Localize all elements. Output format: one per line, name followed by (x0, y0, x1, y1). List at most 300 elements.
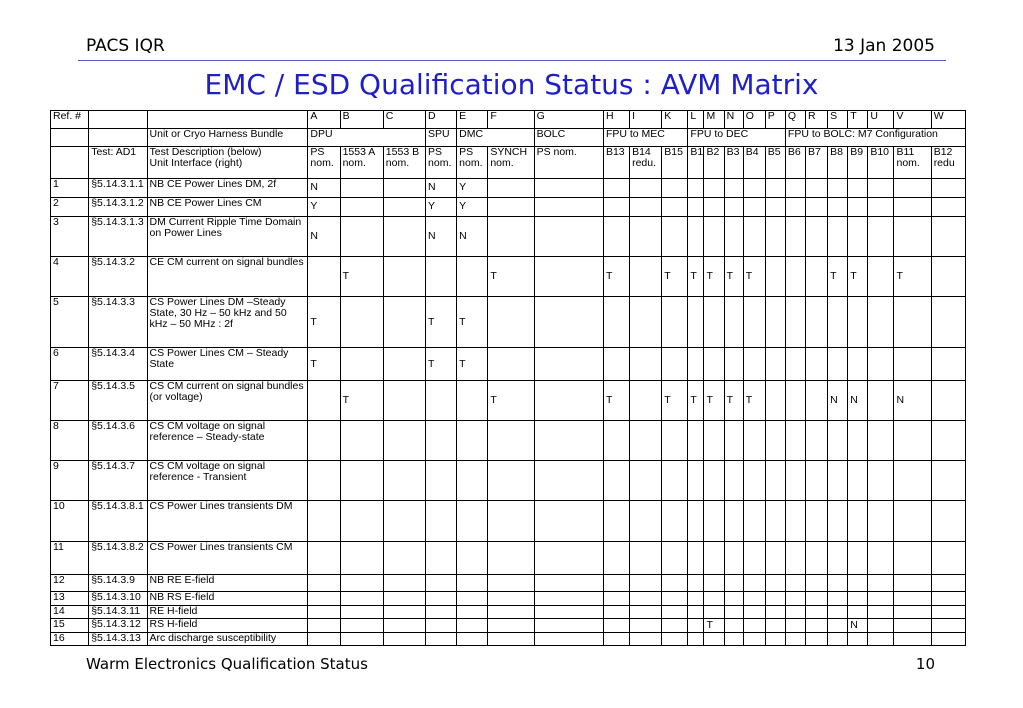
matrix-cell (662, 197, 688, 216)
matrix-cell (534, 574, 603, 592)
matrix-cell (383, 380, 425, 420)
matrix-cell: Y (457, 197, 488, 216)
matrix-cell (603, 574, 629, 592)
matrix-cell (806, 460, 828, 500)
matrix-cell (868, 574, 894, 592)
matrix-cell (534, 178, 603, 197)
matrix-cell (931, 574, 965, 592)
matrix-cell (868, 619, 894, 632)
matrix-cell (426, 619, 457, 632)
matrix-cell (743, 420, 765, 460)
matrix-cell (340, 632, 383, 645)
matrix-cell (848, 460, 868, 500)
matrix-cell (704, 605, 724, 618)
interface-cell: B9 (848, 146, 868, 178)
bundle-group: DMC (457, 128, 534, 146)
matrix-cell (630, 605, 662, 618)
bundle-group: SPU (426, 128, 457, 146)
row-description: RE H-field (147, 605, 308, 618)
matrix-cell (488, 619, 534, 632)
matrix-cell (806, 216, 828, 256)
matrix-cell (785, 178, 805, 197)
matrix-cell: T (457, 348, 488, 380)
matrix-cell (743, 197, 765, 216)
interface-cell: PS nom. (457, 146, 488, 178)
matrix-cell: T (894, 256, 931, 296)
matrix-cell (534, 460, 603, 500)
matrix-cell (894, 619, 931, 632)
matrix-cell (828, 501, 848, 542)
matrix-cell (688, 297, 704, 348)
matrix-cell: T (662, 256, 688, 296)
empty-cell (89, 128, 147, 146)
matrix-cell (426, 460, 457, 500)
row-ref: 14 (51, 605, 89, 618)
matrix-cell (828, 297, 848, 348)
row-clause: §5.14.3.2 (89, 256, 147, 296)
matrix-cell (383, 178, 425, 197)
matrix-cell (488, 178, 534, 197)
test-row (51, 380, 966, 420)
matrix-cell: T (308, 348, 340, 380)
col-letter-c: C (383, 111, 425, 129)
matrix-cell (383, 348, 425, 380)
matrix-cell (868, 380, 894, 420)
bundle-label: Unit or Cryo Harness Bundle (147, 128, 308, 146)
matrix-cell (662, 297, 688, 348)
row-ref: 16 (51, 632, 89, 645)
matrix-cell (488, 574, 534, 592)
matrix-cell (724, 542, 743, 574)
interface-cell: B4 (743, 146, 765, 178)
interface-cell: SYNCH nom. (488, 146, 534, 178)
matrix-cell (662, 542, 688, 574)
matrix-cell (488, 216, 534, 256)
matrix-cell (457, 460, 488, 500)
matrix-cell (743, 605, 765, 618)
matrix-cell (308, 542, 340, 574)
matrix-cell: N (848, 380, 868, 420)
matrix-cell (340, 420, 383, 460)
matrix-cell: T (488, 256, 534, 296)
matrix-cell (688, 542, 704, 574)
matrix-cell (848, 501, 868, 542)
row-clause: §5.14.3.12 (89, 619, 147, 632)
matrix-cell (688, 216, 704, 256)
matrix-cell: T (743, 380, 765, 420)
matrix-cell (894, 605, 931, 618)
matrix-cell: T (457, 297, 488, 348)
matrix-cell (785, 420, 805, 460)
matrix-cell (828, 348, 848, 380)
matrix-cell (630, 542, 662, 574)
matrix-cell (308, 592, 340, 605)
matrix-cell (931, 619, 965, 632)
row-clause: §5.14.3.11 (89, 605, 147, 618)
matrix-cell (931, 605, 965, 618)
matrix-cell: T (724, 380, 743, 420)
matrix-cell (848, 348, 868, 380)
matrix-cell (743, 501, 765, 542)
matrix-cell (662, 632, 688, 645)
matrix-cell (704, 178, 724, 197)
matrix-cell (630, 197, 662, 216)
matrix-cell (603, 216, 629, 256)
matrix-cell: T (603, 380, 629, 420)
matrix-cell: Y (308, 197, 340, 216)
matrix-cell (828, 216, 848, 256)
matrix-cell (603, 197, 629, 216)
row-clause: §5.14.3.1.3 (89, 216, 147, 256)
interface-cell: B11 nom. (894, 146, 931, 178)
matrix-cell (724, 197, 743, 216)
matrix-cell (426, 574, 457, 592)
matrix-cell (848, 542, 868, 574)
matrix-cell (340, 619, 383, 632)
matrix-cell (806, 380, 828, 420)
matrix-cell (534, 216, 603, 256)
matrix-cell (785, 632, 805, 645)
matrix-cell: T (688, 380, 704, 420)
matrix-cell (724, 297, 743, 348)
matrix-cell (603, 501, 629, 542)
matrix-cell (630, 348, 662, 380)
matrix-cell (868, 605, 894, 618)
matrix-cell (308, 605, 340, 618)
row-ref: 10 (51, 501, 89, 542)
matrix-cell: Y (426, 197, 457, 216)
matrix-cell: T (704, 380, 724, 420)
matrix-cell (828, 197, 848, 216)
matrix-cell (724, 216, 743, 256)
matrix-cell (765, 348, 785, 380)
matrix-cell (785, 605, 805, 618)
matrix-cell (534, 605, 603, 618)
matrix-cell: T (704, 619, 724, 632)
row-clause: §5.14.3.8.2 (89, 542, 147, 574)
col-letter-i: I (630, 111, 662, 129)
interface-cell: B3 (724, 146, 743, 178)
matrix-cell (534, 420, 603, 460)
matrix-cell (848, 216, 868, 256)
matrix-cell (340, 501, 383, 542)
matrix-cell (828, 542, 848, 574)
matrix-cell (931, 542, 965, 574)
matrix-cell (765, 605, 785, 618)
row-clause: §5.14.3.13 (89, 632, 147, 645)
matrix-cell (662, 178, 688, 197)
matrix-cell (688, 348, 704, 380)
matrix-cell (488, 297, 534, 348)
matrix-cell: T (426, 297, 457, 348)
matrix-cell (534, 501, 603, 542)
header-row-bundles (51, 128, 966, 146)
matrix-cell: T (603, 256, 629, 296)
row-description: CS Power Lines CM – Steady State (147, 348, 308, 380)
matrix-cell: T (340, 380, 383, 420)
matrix-cell (688, 574, 704, 592)
matrix-cell (724, 460, 743, 500)
matrix-cell (488, 501, 534, 542)
matrix-cell (308, 574, 340, 592)
matrix-cell (868, 460, 894, 500)
matrix-cell (426, 605, 457, 618)
test-row (51, 632, 966, 645)
matrix-cell (765, 178, 785, 197)
matrix-cell (340, 216, 383, 256)
matrix-cell: T (308, 297, 340, 348)
matrix-cell (340, 460, 383, 500)
ref-header: Ref. # (51, 111, 89, 129)
row-clause: §5.14.3.5 (89, 380, 147, 420)
matrix-cell (457, 632, 488, 645)
matrix-cell (457, 619, 488, 632)
matrix-cell (765, 501, 785, 542)
matrix-cell (383, 216, 425, 256)
matrix-cell (848, 420, 868, 460)
row-description: NB CE Power Lines CM (147, 197, 308, 216)
matrix-cell (765, 542, 785, 574)
matrix-cell (828, 632, 848, 645)
test-row (51, 619, 966, 632)
col-letter-b: B (340, 111, 383, 129)
matrix-cell (704, 420, 724, 460)
matrix-cell (724, 632, 743, 645)
matrix-cell (806, 178, 828, 197)
matrix-cell (848, 592, 868, 605)
matrix-cell (383, 256, 425, 296)
matrix-cell (340, 574, 383, 592)
header-row-interfaces (51, 146, 966, 178)
matrix-cell (931, 592, 965, 605)
matrix-cell (704, 574, 724, 592)
matrix-cell: Y (457, 178, 488, 197)
matrix-cell (743, 592, 765, 605)
matrix-cell (340, 592, 383, 605)
matrix-cell (765, 592, 785, 605)
matrix-cell (743, 348, 765, 380)
interface-cell: 1553 A nom. (340, 146, 383, 178)
row-description: NB RS E-field (147, 592, 308, 605)
matrix-cell (765, 216, 785, 256)
matrix-cell (931, 256, 965, 296)
row-clause: §5.14.3.4 (89, 348, 147, 380)
matrix-cell (743, 619, 765, 632)
matrix-cell (868, 197, 894, 216)
row-clause: §5.14.3.6 (89, 420, 147, 460)
matrix-cell: T (340, 256, 383, 296)
matrix-cell (630, 460, 662, 500)
test-reference: Test: AD1 (89, 146, 147, 178)
matrix-cell (662, 574, 688, 592)
matrix-cell: N (426, 178, 457, 197)
matrix-cell (688, 178, 704, 197)
col-letter-a: A (308, 111, 340, 129)
matrix-cell (785, 501, 805, 542)
matrix-cell (308, 501, 340, 542)
test-row (51, 256, 966, 296)
matrix-cell (806, 297, 828, 348)
matrix-cell (704, 297, 724, 348)
test-row (51, 420, 966, 460)
interface-cell: PS nom. (426, 146, 457, 178)
col-letter-k: K (662, 111, 688, 129)
row-description: Arc discharge susceptibility (147, 632, 308, 645)
matrix-cell (894, 216, 931, 256)
matrix-cell (383, 197, 425, 216)
matrix-cell (383, 619, 425, 632)
matrix-cell (931, 501, 965, 542)
matrix-cell (457, 380, 488, 420)
matrix-cell (785, 348, 805, 380)
interface-cell: B7 (806, 146, 828, 178)
matrix-cell: N (457, 216, 488, 256)
row-clause: §5.14.3.7 (89, 460, 147, 500)
row-description: CE CM current on signal bundles (147, 256, 308, 296)
matrix-cell (603, 592, 629, 605)
avm-matrix-table (50, 110, 966, 646)
interface-cell: 1553 B nom. (383, 146, 425, 178)
matrix-cell (688, 501, 704, 542)
matrix-cell (383, 574, 425, 592)
col-letter-e: E (457, 111, 488, 129)
matrix-cell (630, 592, 662, 605)
header-left: PACS IQR (86, 36, 165, 56)
matrix-cell: T (688, 256, 704, 296)
matrix-cell: T (426, 348, 457, 380)
matrix-cell (828, 619, 848, 632)
matrix-cell: N (848, 619, 868, 632)
matrix-cell (931, 380, 965, 420)
matrix-cell (894, 460, 931, 500)
row-description: NB RE E-field (147, 574, 308, 592)
matrix-cell (931, 178, 965, 197)
test-row (51, 542, 966, 574)
row-ref: 15 (51, 619, 89, 632)
matrix-cell (534, 542, 603, 574)
matrix-cell (868, 542, 894, 574)
matrix-cell (894, 501, 931, 542)
matrix-cell (457, 501, 488, 542)
matrix-cell (340, 197, 383, 216)
matrix-cell (785, 380, 805, 420)
row-ref: 3 (51, 216, 89, 256)
row-ref: 6 (51, 348, 89, 380)
matrix-cell (894, 592, 931, 605)
matrix-cell (630, 420, 662, 460)
footer-left: Warm Electronics Qualification Status (86, 655, 368, 673)
matrix-cell (688, 197, 704, 216)
matrix-cell: N (894, 380, 931, 420)
matrix-cell (426, 632, 457, 645)
interface-cell: B1 (688, 146, 704, 178)
test-row (51, 197, 966, 216)
col-letter-l: L (688, 111, 704, 129)
matrix-cell (488, 197, 534, 216)
matrix-cell (603, 542, 629, 574)
matrix-cell (662, 216, 688, 256)
matrix-cell (724, 574, 743, 592)
header-row-letters (51, 111, 966, 129)
matrix-cell (630, 256, 662, 296)
matrix-cell (383, 460, 425, 500)
matrix-cell (785, 574, 805, 592)
matrix-cell (340, 542, 383, 574)
matrix-cell (534, 297, 603, 348)
page-number: 10 (915, 655, 935, 673)
matrix-cell (603, 619, 629, 632)
matrix-cell (931, 632, 965, 645)
header-rule (78, 60, 946, 61)
matrix-cell: N (308, 178, 340, 197)
interface-cell: B15 (662, 146, 688, 178)
matrix-cell (828, 178, 848, 197)
bundle-group: FPU to MEC (603, 128, 687, 146)
matrix-cell (534, 592, 603, 605)
matrix-cell (457, 256, 488, 296)
matrix-cell (724, 501, 743, 542)
test-row (51, 178, 966, 197)
matrix-cell (308, 632, 340, 645)
matrix-cell (868, 348, 894, 380)
row-ref: 2 (51, 197, 89, 216)
matrix-cell (828, 420, 848, 460)
col-letter-w: W (931, 111, 965, 129)
matrix-cell (603, 178, 629, 197)
matrix-cell (894, 542, 931, 574)
row-clause: §5.14.3.10 (89, 592, 147, 605)
matrix-cell (704, 501, 724, 542)
row-ref: 8 (51, 420, 89, 460)
matrix-cell (457, 592, 488, 605)
matrix-cell: T (848, 256, 868, 296)
matrix-cell (894, 420, 931, 460)
matrix-cell (765, 574, 785, 592)
row-ref: 4 (51, 256, 89, 296)
row-clause: §5.14.3.8.1 (89, 501, 147, 542)
matrix-cell (603, 632, 629, 645)
matrix-cell (488, 632, 534, 645)
matrix-cell (426, 501, 457, 542)
test-row (51, 605, 966, 618)
matrix-cell (426, 542, 457, 574)
matrix-cell (868, 297, 894, 348)
matrix-cell (534, 197, 603, 216)
header-date: 13 Jan 2005 (833, 36, 935, 56)
matrix-cell: N (828, 380, 848, 420)
row-description: CS Power Lines transients CM (147, 542, 308, 574)
interface-cell: B8 (828, 146, 848, 178)
matrix-cell (630, 501, 662, 542)
matrix-cell: T (488, 380, 534, 420)
matrix-cell (630, 297, 662, 348)
matrix-cell (724, 348, 743, 380)
row-ref: 5 (51, 297, 89, 348)
col-letter-n: N (724, 111, 743, 129)
interface-cell: B5 (765, 146, 785, 178)
description-header: Test Description (below) Unit Interface (right) (147, 146, 308, 178)
matrix-cell (743, 542, 765, 574)
col-letter-h: H (603, 111, 629, 129)
matrix-cell (662, 460, 688, 500)
matrix-cell (931, 420, 965, 460)
matrix-cell (724, 592, 743, 605)
row-clause: §5.14.3.3 (89, 297, 147, 348)
matrix-cell (662, 592, 688, 605)
matrix-cell (704, 197, 724, 216)
matrix-cell (662, 605, 688, 618)
matrix-cell (488, 605, 534, 618)
